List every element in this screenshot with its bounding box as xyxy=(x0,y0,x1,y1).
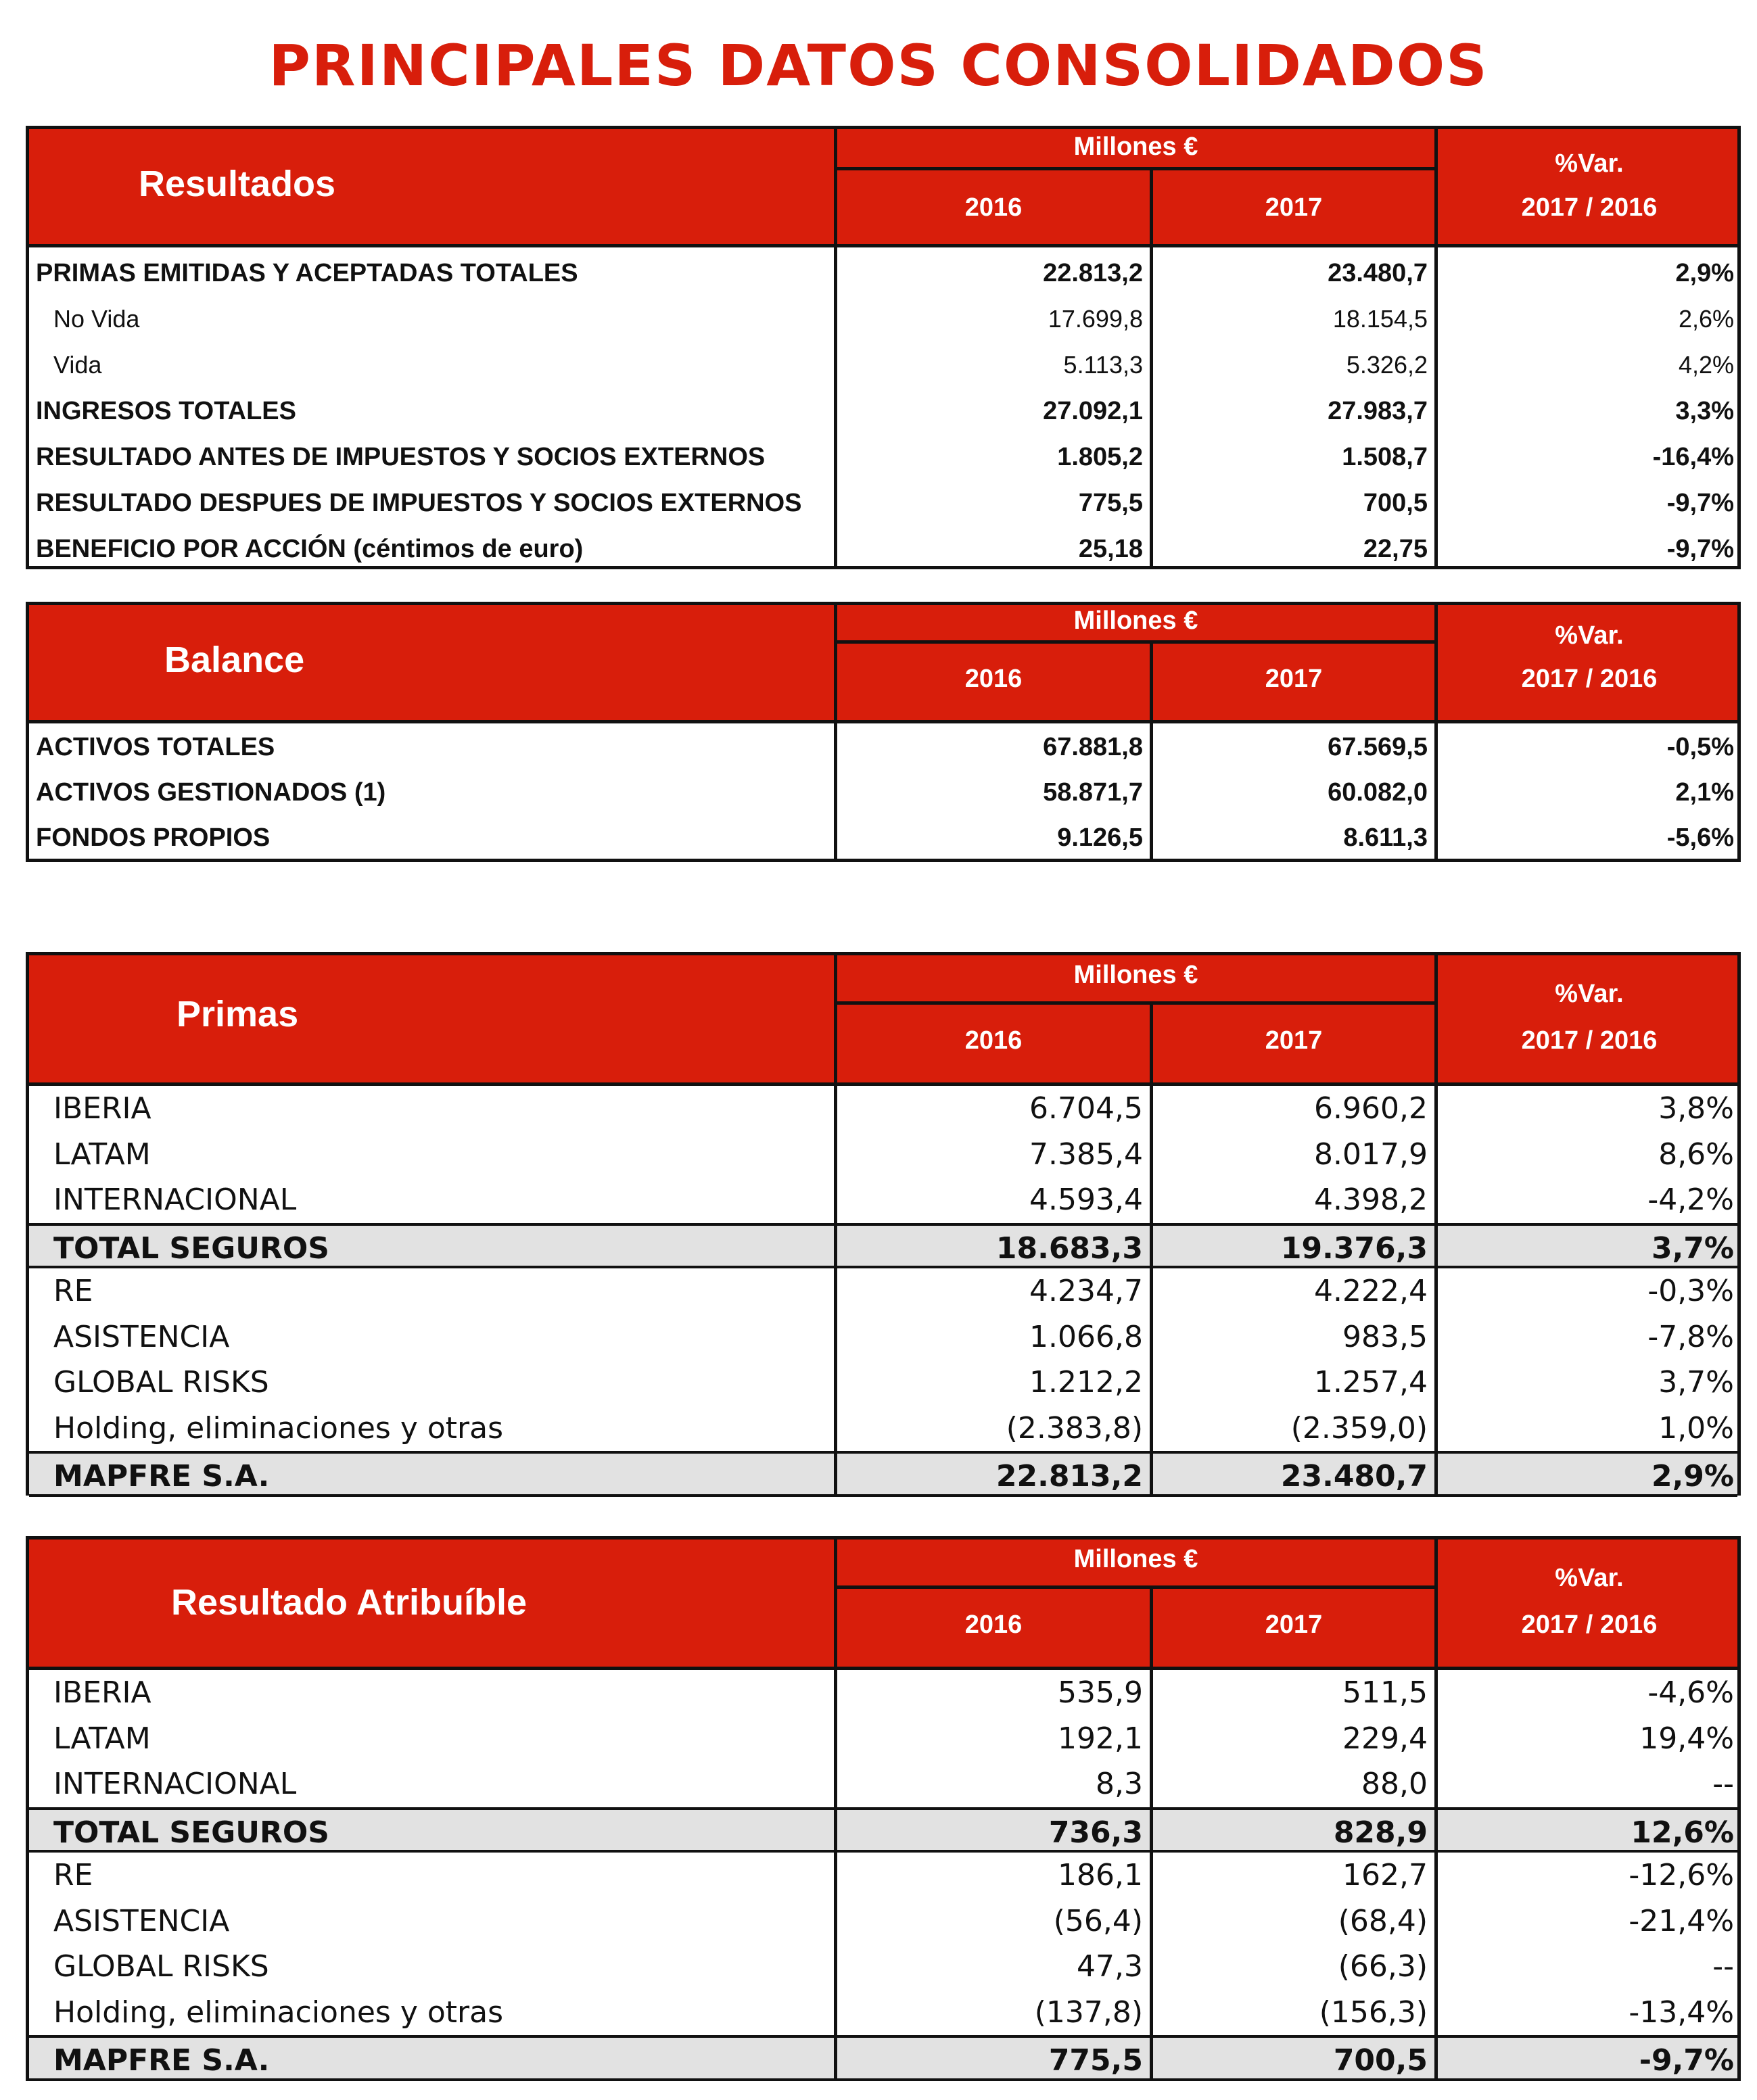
cell-var: -- xyxy=(1712,1767,1734,1801)
cell-var: 2,6% xyxy=(1678,305,1734,333)
row-label: FONDOS PROPIOS xyxy=(36,824,271,852)
cell-v2016: 4.593,4 xyxy=(1029,1183,1143,1217)
cell-var: 2,1% xyxy=(1675,778,1734,807)
row-label: RE xyxy=(53,1274,93,1308)
cell-v2017: 511,5 xyxy=(1342,1675,1428,1710)
cell-var: -16,4% xyxy=(1652,443,1734,471)
cell-var: 4,2% xyxy=(1678,351,1734,379)
cell-v2016: 22.813,2 xyxy=(1043,259,1143,287)
row-label: TOTAL SEGUROS xyxy=(53,1815,329,1850)
cell-v2017: (156,3) xyxy=(1319,1995,1428,2030)
table-row xyxy=(29,1268,1737,1314)
balance-header xyxy=(29,605,1737,723)
row-label: INGRESOS TOTALES xyxy=(36,397,296,425)
table-row xyxy=(29,342,1737,388)
cell-v2017: 700,5 xyxy=(1333,2043,1428,2078)
cell-var: -4,2% xyxy=(1647,1183,1734,1217)
row-label: ASISTENCIA xyxy=(53,1319,230,1354)
table-row xyxy=(29,1314,1737,1360)
col-2016: 2016 xyxy=(964,1026,1023,1055)
table-row xyxy=(29,296,1737,342)
cell-v2017: (66,3) xyxy=(1338,1949,1428,1984)
table-row xyxy=(29,1944,1737,1990)
row-label: IBERIA xyxy=(53,1675,151,1710)
balance-body xyxy=(29,723,1737,862)
cell-v2017: 22,75 xyxy=(1363,535,1428,563)
cell-var: -- xyxy=(1712,1949,1734,1984)
cell-var: 2,9% xyxy=(1675,259,1734,287)
millones-label: Millones € xyxy=(1073,1545,1198,1573)
row-label: INTERNACIONAL xyxy=(53,1767,297,1801)
cell-v2016: 47,3 xyxy=(1077,1949,1143,1984)
cell-v2016: 9.126,5 xyxy=(1057,824,1143,852)
var-label: %Var. xyxy=(1555,1564,1624,1592)
row-label: RE xyxy=(53,1858,93,1892)
primas-title: Primas xyxy=(177,994,299,1034)
table-row xyxy=(29,434,1737,480)
table-row xyxy=(29,250,1737,296)
cell-var: -21,4% xyxy=(1629,1903,1734,1938)
table-row xyxy=(29,1716,1737,1762)
cell-v2016: 67.881,8 xyxy=(1043,733,1143,761)
cell-var: 3,3% xyxy=(1675,397,1734,425)
cell-var: -9,7% xyxy=(1666,535,1734,563)
cell-v2017: 8.017,9 xyxy=(1314,1137,1428,1172)
col-2017: 2017 xyxy=(1265,665,1323,693)
cell-v2017: 67.569,5 xyxy=(1328,733,1428,761)
row-label: ACTIVOS GESTIONADOS (1) xyxy=(36,778,386,807)
page-title: PRINCIPALES DATOS CONSOLIDADOS xyxy=(268,32,1489,99)
cell-var: -7,8% xyxy=(1647,1319,1734,1354)
row-label: Holding, eliminaciones y otras xyxy=(53,1410,504,1446)
table-row xyxy=(29,815,1737,861)
resultados-header xyxy=(29,129,1737,247)
cell-v2017: (68,4) xyxy=(1338,1903,1428,1938)
millones-label: Millones € xyxy=(1073,133,1198,161)
cell-v2017: 5.326,2 xyxy=(1346,351,1428,379)
table-row xyxy=(29,1132,1737,1178)
row-label: No Vida xyxy=(53,305,140,333)
row-label: ACTIVOS TOTALES xyxy=(36,733,275,761)
col-2017: 2017 xyxy=(1265,1026,1323,1055)
cell-v2016: 192,1 xyxy=(1058,1721,1143,1756)
resultados-body xyxy=(29,247,1737,569)
cell-v2016: 58.871,7 xyxy=(1043,778,1143,807)
table-row xyxy=(29,1360,1737,1406)
row-label: Holding, eliminaciones y otras xyxy=(53,1995,504,2030)
cell-v2016: 5.113,3 xyxy=(1063,351,1143,379)
cell-v2016: 535,9 xyxy=(1058,1675,1143,1710)
cell-v2016: 22.813,2 xyxy=(995,1459,1143,1494)
atribuible-body xyxy=(29,1670,1737,2081)
row-label: MAPFRE S.A. xyxy=(53,1459,270,1494)
cell-var: -0,3% xyxy=(1647,1274,1734,1308)
atribuible-title: Resultado Atribuíble xyxy=(171,1582,528,1623)
cell-v2017: 1.508,7 xyxy=(1342,443,1428,471)
cell-v2016: 8,3 xyxy=(1096,1767,1143,1801)
resultados-title: Resultados xyxy=(139,164,336,204)
var-label: %Var. xyxy=(1555,980,1624,1008)
cell-v2016: 27.092,1 xyxy=(1043,397,1143,425)
row-label: ASISTENCIA xyxy=(53,1903,230,1938)
cell-v2017: 700,5 xyxy=(1363,489,1428,517)
table-row xyxy=(29,1451,1737,1497)
cell-v2016: 25,18 xyxy=(1078,535,1143,563)
col-2016: 2016 xyxy=(964,1610,1023,1639)
var-period: 2017 / 2016 xyxy=(1521,193,1658,222)
cell-v2016: 1.805,2 xyxy=(1057,443,1143,471)
row-label: TOTAL SEGUROS xyxy=(53,1231,329,1266)
millones-label: Millones € xyxy=(1073,961,1198,989)
var-period: 2017 / 2016 xyxy=(1521,1026,1658,1055)
table-row xyxy=(29,388,1737,434)
cell-var: 3,8% xyxy=(1658,1091,1734,1126)
cell-var: -13,4% xyxy=(1629,1995,1734,2030)
row-label: INTERNACIONAL xyxy=(53,1183,297,1217)
row-label: GLOBAL RISKS xyxy=(53,1949,269,1984)
table-row xyxy=(29,480,1737,526)
cell-v2017: 828,9 xyxy=(1333,1815,1428,1850)
cell-v2017: 229,4 xyxy=(1342,1721,1428,1756)
cell-v2016: 4.234,7 xyxy=(1029,1274,1143,1308)
cell-v2017: 18.154,5 xyxy=(1332,305,1428,333)
cell-v2016: 17.699,8 xyxy=(1048,305,1143,333)
row-label: RESULTADO DESPUES DE IMPUESTOS Y SOCIOS EXTERNOS xyxy=(36,489,802,517)
atribuible-table xyxy=(26,1536,1741,2081)
cell-v2017: 162,7 xyxy=(1342,1858,1428,1892)
row-label: MAPFRE S.A. xyxy=(53,2043,270,2078)
table-row xyxy=(29,1761,1737,1807)
table-row xyxy=(29,1670,1737,1716)
var-label: %Var. xyxy=(1555,149,1624,178)
cell-v2017: 60.082,0 xyxy=(1328,778,1428,807)
cell-v2016: (56,4) xyxy=(1053,1903,1143,1938)
cell-v2017: 23.480,7 xyxy=(1328,259,1428,287)
row-label: Vida xyxy=(53,351,102,379)
table-row xyxy=(29,2035,1737,2081)
row-label: LATAM xyxy=(53,1721,151,1756)
cell-var: -5,6% xyxy=(1666,824,1734,852)
col-2017: 2017 xyxy=(1265,193,1323,222)
cell-var: -4,6% xyxy=(1647,1675,1734,1710)
table-row xyxy=(29,1853,1737,1899)
row-label: RESULTADO ANTES DE IMPUESTOS Y SOCIOS EXTERNOS xyxy=(36,443,766,471)
cell-var: -9,7% xyxy=(1666,489,1734,517)
table-row xyxy=(29,1086,1737,1132)
cell-var: 3,7% xyxy=(1651,1231,1734,1266)
cell-v2016: 1.212,2 xyxy=(1029,1365,1143,1400)
cell-v2016: 736,3 xyxy=(1048,1815,1143,1850)
atribuible-header xyxy=(29,1540,1737,1670)
cell-v2017: (2.359,0) xyxy=(1290,1410,1428,1446)
cell-var: -9,7% xyxy=(1639,2043,1734,2078)
var-period: 2017 / 2016 xyxy=(1521,1610,1658,1639)
millones-label: Millones € xyxy=(1073,606,1198,635)
col-2016: 2016 xyxy=(964,193,1023,222)
row-label: PRIMAS EMITIDAS Y ACEPTADAS TOTALES xyxy=(36,259,578,287)
cell-v2017: 983,5 xyxy=(1342,1319,1428,1354)
cell-v2017: 8.611,3 xyxy=(1343,824,1428,852)
cell-v2017: 27.983,7 xyxy=(1328,397,1428,425)
cell-v2016: (2.383,8) xyxy=(1006,1410,1143,1446)
primas-body xyxy=(29,1086,1737,1496)
row-label: LATAM xyxy=(53,1137,151,1172)
balance-title: Balance xyxy=(164,640,305,680)
var-label: %Var. xyxy=(1555,621,1624,650)
table-row xyxy=(29,1223,1737,1269)
cell-v2016: 775,5 xyxy=(1048,2043,1143,2078)
cell-v2016: (137,8) xyxy=(1034,1995,1143,2030)
row-label: GLOBAL RISKS xyxy=(53,1365,269,1400)
table-row xyxy=(29,770,1737,815)
cell-var: 2,9% xyxy=(1651,1459,1734,1494)
cell-v2017: 1.257,4 xyxy=(1314,1365,1428,1400)
balance-table xyxy=(26,602,1741,862)
cell-v2016: 18.683,3 xyxy=(995,1231,1143,1266)
primas-header xyxy=(29,955,1737,1086)
table-row xyxy=(29,1899,1737,1944)
var-period: 2017 / 2016 xyxy=(1521,665,1658,693)
cell-var: 19,4% xyxy=(1639,1721,1734,1756)
table-row xyxy=(29,725,1737,770)
cell-var: 8,6% xyxy=(1658,1137,1734,1172)
cell-var: 3,7% xyxy=(1658,1365,1734,1400)
table-row xyxy=(29,1990,1737,2036)
table-row xyxy=(29,1177,1737,1223)
row-label: BENEFICIO POR ACCIÓN (céntimos de euro) xyxy=(36,535,584,563)
table-row xyxy=(29,1406,1737,1452)
cell-v2017: 19.376,3 xyxy=(1280,1231,1428,1266)
cell-var: 1,0% xyxy=(1658,1410,1734,1446)
cell-v2016: 775,5 xyxy=(1078,489,1143,517)
col-2016: 2016 xyxy=(964,665,1023,693)
cell-v2017: 88,0 xyxy=(1361,1767,1428,1801)
table-row xyxy=(29,526,1737,572)
cell-v2016: 1.066,8 xyxy=(1029,1319,1143,1354)
cell-var: 12,6% xyxy=(1631,1815,1734,1850)
cell-v2016: 7.385,4 xyxy=(1029,1137,1143,1172)
cell-v2016: 186,1 xyxy=(1058,1858,1143,1892)
row-label: IBERIA xyxy=(53,1091,151,1126)
col-2017: 2017 xyxy=(1265,1610,1323,1639)
cell-v2017: 4.398,2 xyxy=(1314,1183,1428,1217)
primas-table xyxy=(26,952,1741,1496)
cell-v2017: 4.222,4 xyxy=(1314,1274,1428,1308)
resultados-table xyxy=(26,126,1741,569)
cell-v2016: 6.704,5 xyxy=(1029,1091,1143,1126)
table-row xyxy=(29,1807,1737,1853)
cell-var: -0,5% xyxy=(1666,733,1734,761)
cell-var: -12,6% xyxy=(1629,1858,1734,1892)
cell-v2017: 23.480,7 xyxy=(1280,1459,1428,1494)
cell-v2017: 6.960,2 xyxy=(1314,1091,1428,1126)
